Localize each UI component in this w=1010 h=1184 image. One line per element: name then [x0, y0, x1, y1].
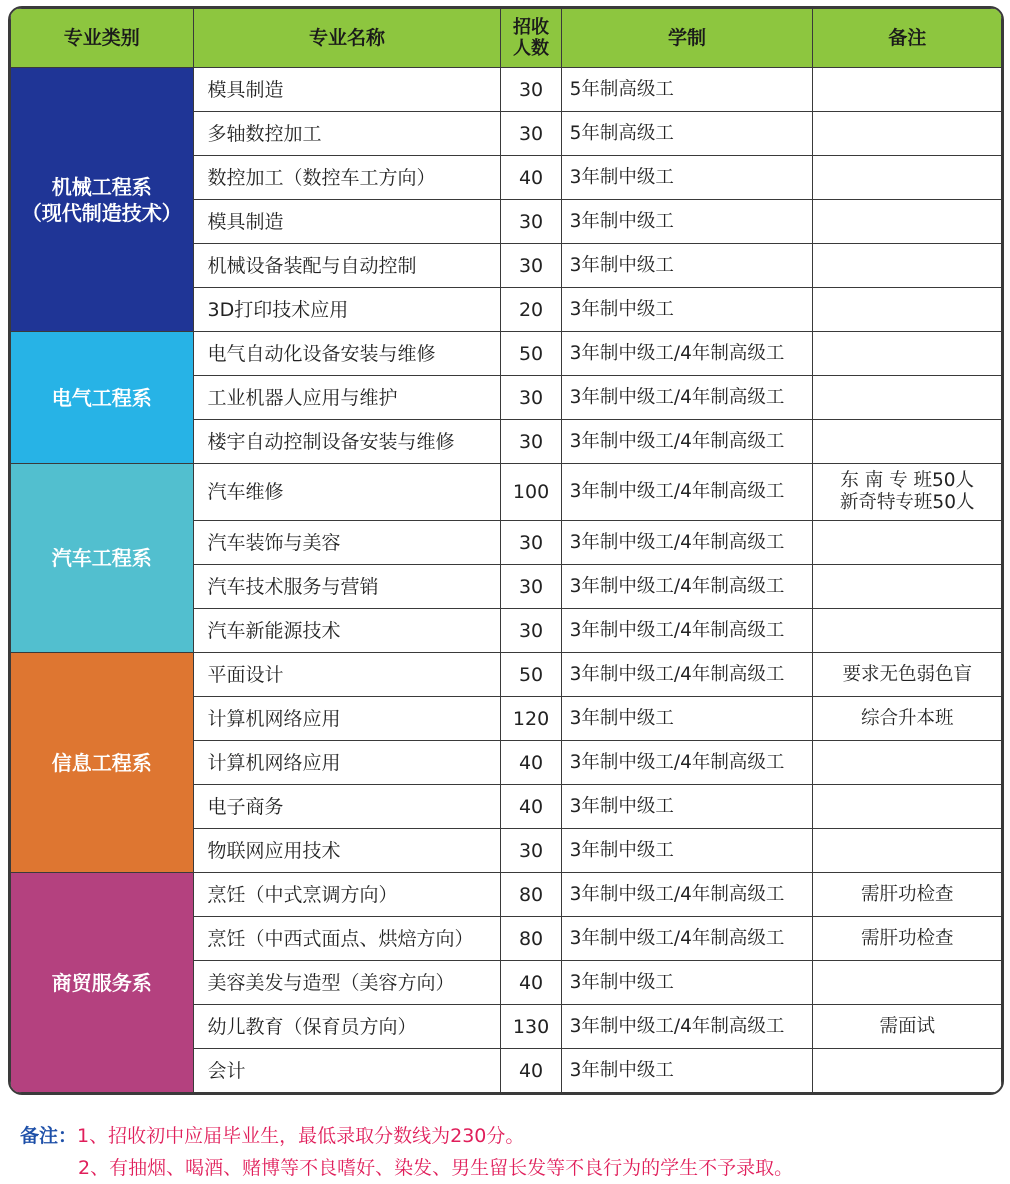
enroll-count: 50	[501, 653, 561, 697]
remark	[813, 741, 1002, 785]
study-system: 3年制中级工/4年制高级工	[561, 420, 813, 464]
study-system: 3年制中级工/4年制高级工	[561, 741, 813, 785]
study-system: 5年制高级工	[561, 112, 813, 156]
remark	[813, 464, 1002, 521]
enroll-count: 30	[501, 376, 561, 420]
footnote-line-2	[20, 1152, 990, 1184]
enroll-count: 30	[501, 112, 561, 156]
enroll-count: 50	[501, 332, 561, 376]
enroll-count: 30	[501, 609, 561, 653]
major-name: 计算机网络应用	[193, 741, 501, 785]
major-name: 模具制造	[193, 68, 501, 112]
study-system: 3年制中级工/4年制高级工	[561, 521, 813, 565]
enroll-count: 40	[501, 741, 561, 785]
department-subname: （现代制造技术）	[21, 200, 182, 225]
header-remark: 备注	[813, 9, 1002, 68]
major-name: 电子商务	[193, 785, 501, 829]
footnote-line-1	[20, 1120, 990, 1152]
major-name: 楼宇自动控制设备安装与维修	[193, 420, 501, 464]
major-name: 幼儿教育（保育员方向）	[193, 1005, 501, 1049]
enrollment-table	[10, 8, 1002, 1093]
department-name: 汽车工程系	[51, 546, 152, 570]
major-name: 平面设计	[193, 653, 501, 697]
remark	[813, 332, 1002, 376]
footnote-label: 备注：	[20, 1125, 78, 1147]
header-system: 学制	[561, 9, 813, 68]
study-system: 3年制中级工/4年制高级工	[561, 609, 813, 653]
remark: 需面试	[813, 1005, 1002, 1049]
footnote-text-2: 2、有抽烟、喝酒、赌博等不良嗜好、染发、男生留长发等不良行为的学生不予录取。	[78, 1157, 794, 1179]
remark: 要求无色弱色盲	[813, 653, 1002, 697]
table-row	[11, 332, 1002, 376]
remark	[813, 1049, 1002, 1093]
table-row	[11, 653, 1002, 697]
major-name: 汽车维修	[193, 464, 501, 521]
enroll-count: 30	[501, 521, 561, 565]
enroll-count: 40	[501, 156, 561, 200]
table-row	[11, 68, 1002, 112]
department-cell-mechanical	[11, 68, 194, 332]
major-name: 数控加工（数控车工方向）	[193, 156, 501, 200]
enroll-count: 30	[501, 244, 561, 288]
remark	[813, 565, 1002, 609]
enroll-count: 100	[501, 464, 561, 521]
major-name: 工业机器人应用与维护	[193, 376, 501, 420]
table-header-row	[11, 9, 1002, 68]
study-system: 3年制中级工	[561, 697, 813, 741]
study-system: 3年制中级工/4年制高级工	[561, 1005, 813, 1049]
remark	[813, 829, 1002, 873]
footnotes	[20, 1120, 990, 1184]
study-system: 3年制中级工	[561, 156, 813, 200]
enroll-count: 30	[501, 68, 561, 112]
remark: 需肝功检查	[813, 917, 1002, 961]
department-cell-commerce	[11, 873, 194, 1093]
remark-line: 东 南 专 班50人	[840, 470, 975, 491]
remark-line: 新奇特专班50人	[839, 492, 975, 513]
enroll-count: 20	[501, 288, 561, 332]
header-count	[501, 9, 561, 68]
remark	[813, 244, 1002, 288]
study-system: 3年制中级工	[561, 200, 813, 244]
enroll-count: 30	[501, 565, 561, 609]
major-name: 3D打印技术应用	[193, 288, 501, 332]
study-system: 3年制中级工/4年制高级工	[561, 873, 813, 917]
major-name: 计算机网络应用	[193, 697, 501, 741]
header-count-line2: 人数	[513, 38, 550, 59]
major-name: 汽车新能源技术	[193, 609, 501, 653]
enroll-count: 40	[501, 961, 561, 1005]
major-name: 电气自动化设备安装与维修	[193, 332, 501, 376]
study-system: 5年制高级工	[561, 68, 813, 112]
major-name: 美容美发与造型（美容方向）	[193, 961, 501, 1005]
department-cell-automotive	[11, 464, 194, 653]
department-cell-information	[11, 653, 194, 873]
department-cell-electrical	[11, 332, 194, 464]
enroll-count: 30	[501, 200, 561, 244]
major-name: 多轴数控加工	[193, 112, 501, 156]
study-system: 3年制中级工/4年制高级工	[561, 917, 813, 961]
major-name: 汽车技术服务与营销	[193, 565, 501, 609]
remark	[813, 420, 1002, 464]
header-count-line1: 招收	[513, 17, 550, 38]
study-system: 3年制中级工/4年制高级工	[561, 653, 813, 697]
study-system: 3年制中级工	[561, 961, 813, 1005]
header-major: 专业名称	[193, 9, 501, 68]
study-system: 3年制中级工	[561, 288, 813, 332]
enroll-count: 40	[501, 785, 561, 829]
study-system: 3年制中级工	[561, 1049, 813, 1093]
enrollment-table-frame	[8, 6, 1004, 1095]
department-name: 商贸服务系	[51, 970, 152, 995]
remark	[813, 200, 1002, 244]
study-system: 3年制中级工	[561, 785, 813, 829]
remark	[813, 376, 1002, 420]
major-name: 烹饪（中式烹调方向）	[193, 873, 501, 917]
remark	[813, 609, 1002, 653]
remark	[813, 68, 1002, 112]
major-name: 物联网应用技术	[193, 829, 501, 873]
enroll-count: 120	[501, 697, 561, 741]
enroll-count: 30	[501, 829, 561, 873]
department-name: 电气工程系	[51, 385, 152, 410]
major-name: 模具制造	[193, 200, 501, 244]
remark	[813, 156, 1002, 200]
department-name: 信息工程系	[51, 750, 152, 775]
table-row	[11, 873, 1002, 917]
remark: 综合升本班	[813, 697, 1002, 741]
major-name: 烹饪（中西式面点、烘焙方向）	[193, 917, 501, 961]
remark: 需肝功检查	[813, 873, 1002, 917]
remark	[813, 785, 1002, 829]
study-system: 3年制中级工/4年制高级工	[561, 376, 813, 420]
study-system: 3年制中级工/4年制高级工	[561, 464, 813, 521]
table-row	[11, 464, 1002, 521]
major-name: 会计	[193, 1049, 501, 1093]
header-category: 专业类别	[11, 9, 194, 68]
study-system: 3年制中级工/4年制高级工	[561, 565, 813, 609]
department-name: 机械工程系	[51, 174, 152, 199]
enroll-count: 80	[501, 917, 561, 961]
remark	[813, 288, 1002, 332]
remark	[813, 521, 1002, 565]
major-name: 汽车装饰与美容	[193, 521, 501, 565]
remark	[813, 961, 1002, 1005]
remark	[813, 112, 1002, 156]
footnote-text-1: 1、招收初中应届毕业生，最低录取分数线为230分。	[77, 1125, 525, 1147]
enroll-count: 130	[501, 1005, 561, 1049]
study-system: 3年制中级工	[561, 829, 813, 873]
study-system: 3年制中级工	[561, 244, 813, 288]
enroll-count: 40	[501, 1049, 561, 1093]
study-system: 3年制中级工/4年制高级工	[561, 332, 813, 376]
enroll-count: 30	[501, 420, 561, 464]
major-name: 机械设备装配与自动控制	[193, 244, 501, 288]
enroll-count: 80	[501, 873, 561, 917]
